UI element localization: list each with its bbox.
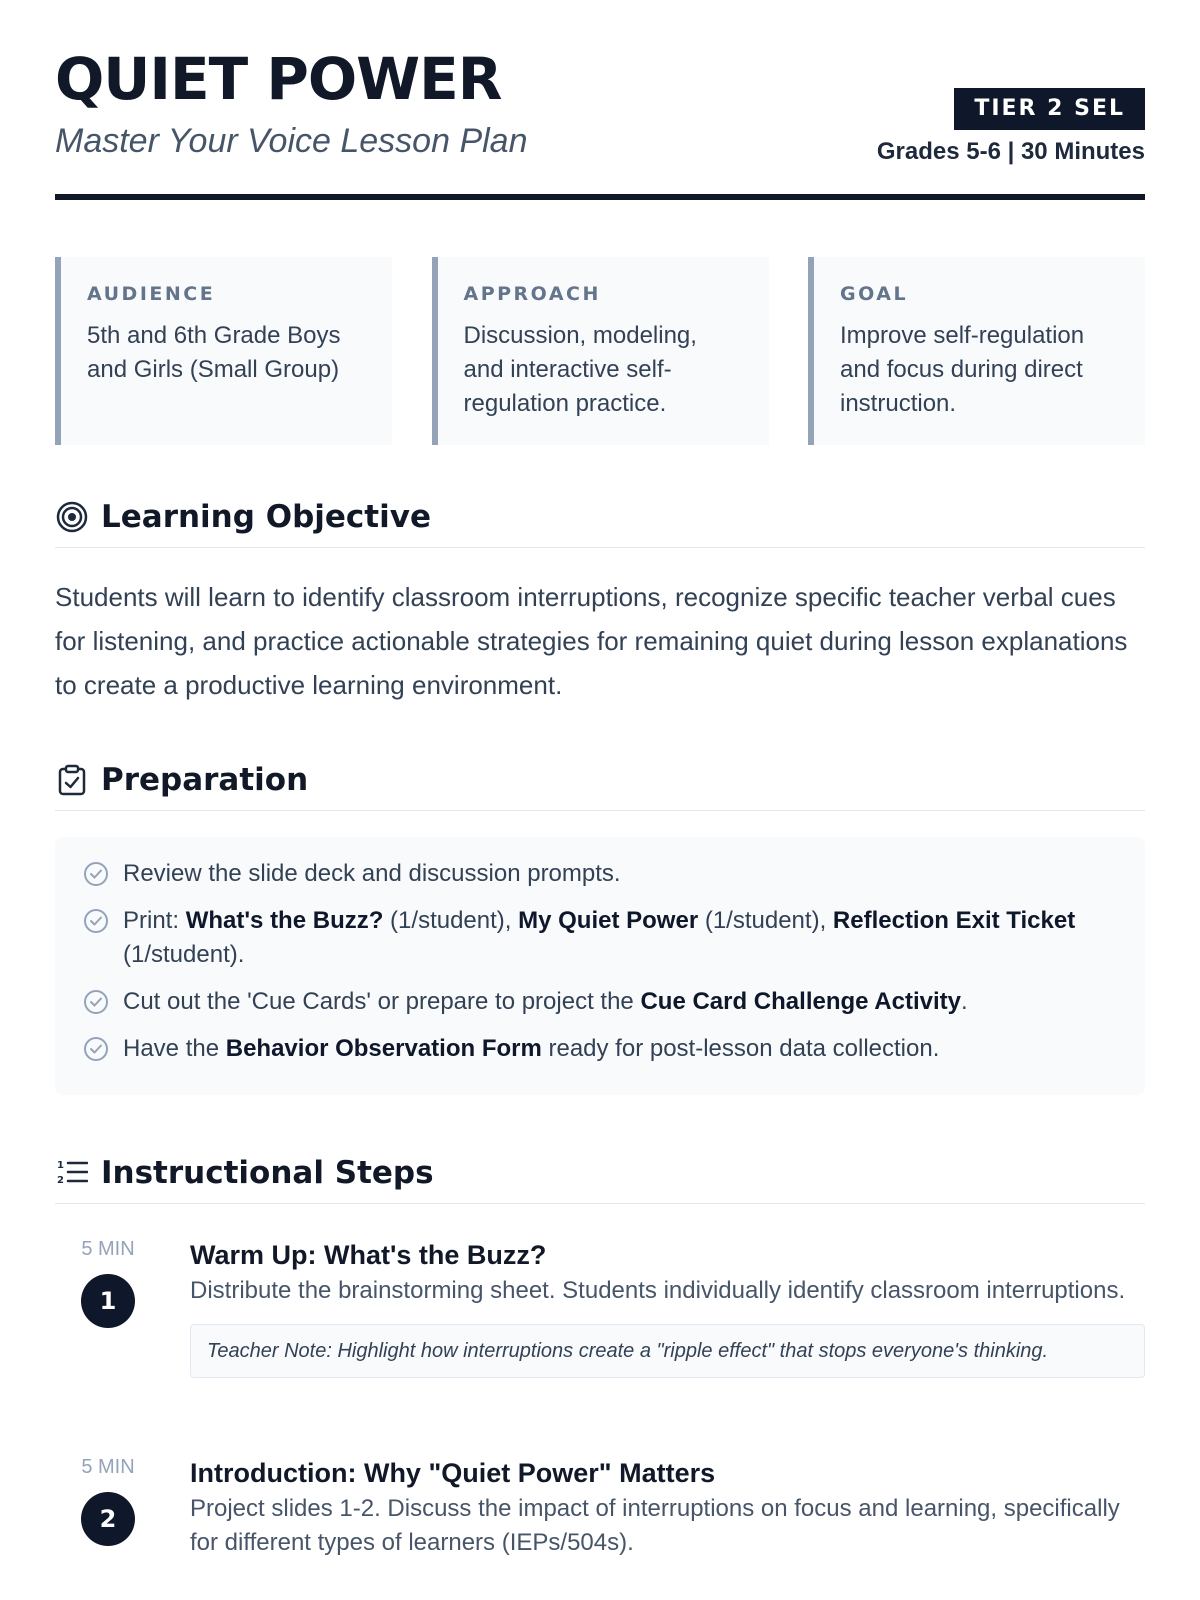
check-circle-icon [83,908,109,934]
audience-card [55,257,392,445]
teacher-note: Teacher Note: Highlight how interruptions create a "ripple effect" that stops everyone's thinking. [190,1324,1145,1378]
step-body [190,1238,1145,1378]
step-description: Distribute the brainstorming sheet. Students individually identify classroom interruptions. [190,1277,1126,1304]
page-subtitle: Master Your Voice Lesson Plan [55,122,528,160]
checklist-text: Print: What's the Buzz? (1/student), My Quiet Power (1/student), Reflection Exit Ticket (1/student). [123,907,1076,968]
card-label: GOAL [840,283,909,305]
checklist-text: Cut out the 'Cue Cards' or prepare to project the Cue Card Challenge Activity. [123,988,968,1015]
preparation-section-heading [55,750,1145,811]
objective-text: Students will learn to identify classroom interruptions, recognize specific teacher verbal cues for listening, and practice actionable strategies for remaining quiet during lesson explanations to create a productive learning environment. [55,582,1128,700]
step-number-badge: 1 [81,1274,135,1328]
preparation-checklist [55,837,1145,1095]
section-title: Instructional Steps [101,1155,434,1191]
svg-text:2: 2 [57,1175,64,1186]
step-number-badge: 2 [81,1492,135,1546]
check-circle-icon [83,1036,109,1062]
step-duration: 5 MIN [81,1456,135,1478]
numbered-list-icon [55,1156,89,1190]
checklist-item [83,985,1117,1019]
checklist-item [83,1032,1117,1066]
card-text: 5th and 6th Grade Boys and Girls (Small Group) [87,322,341,383]
section-title: Preparation [101,762,309,798]
check-circle-icon [83,989,109,1015]
goal-card [808,257,1145,445]
target-icon [55,500,89,534]
info-cards [55,257,1145,445]
section-title: Learning Objective [101,499,431,535]
step-title: Warm Up: What's the Buzz? [190,1240,547,1270]
svg-text:1: 1 [57,1160,64,1171]
card-label: AUDIENCE [87,283,216,305]
checklist-item [83,857,1117,891]
checklist-item [83,904,1117,972]
header [55,0,1145,200]
step-title: Introduction: Why "Quiet Power" Matters [190,1458,716,1488]
objective-section-heading [55,487,1145,548]
step-description: Project slides 1-2. Discuss the impact of interruptions on focus and learning, specifically for different types of learners (IEPs/504s). [190,1495,1120,1556]
checklist-text: Review the slide deck and discussion prompts. [123,860,621,887]
page-title: QUIET POWER [55,45,502,113]
step-duration: 5 MIN [81,1238,135,1260]
tier-badge: TIER 2 SEL [954,88,1145,130]
steps-section-heading [55,1143,1145,1204]
checklist-text: Have the Behavior Observation Form ready for post-lesson data collection. [123,1035,940,1062]
card-text: Discussion, modeling, and interactive self-regulation practice. [463,322,697,417]
clipboard-check-icon [55,763,89,797]
check-circle-icon [83,861,109,887]
card-text: Improve self-regulation and focus during direct instruction. [840,322,1085,417]
step-body [190,1456,1145,1560]
approach-card [432,257,769,445]
card-label: APPROACH [463,283,601,305]
grade-duration-info: Grades 5-6 | 30 Minutes [876,138,1145,165]
